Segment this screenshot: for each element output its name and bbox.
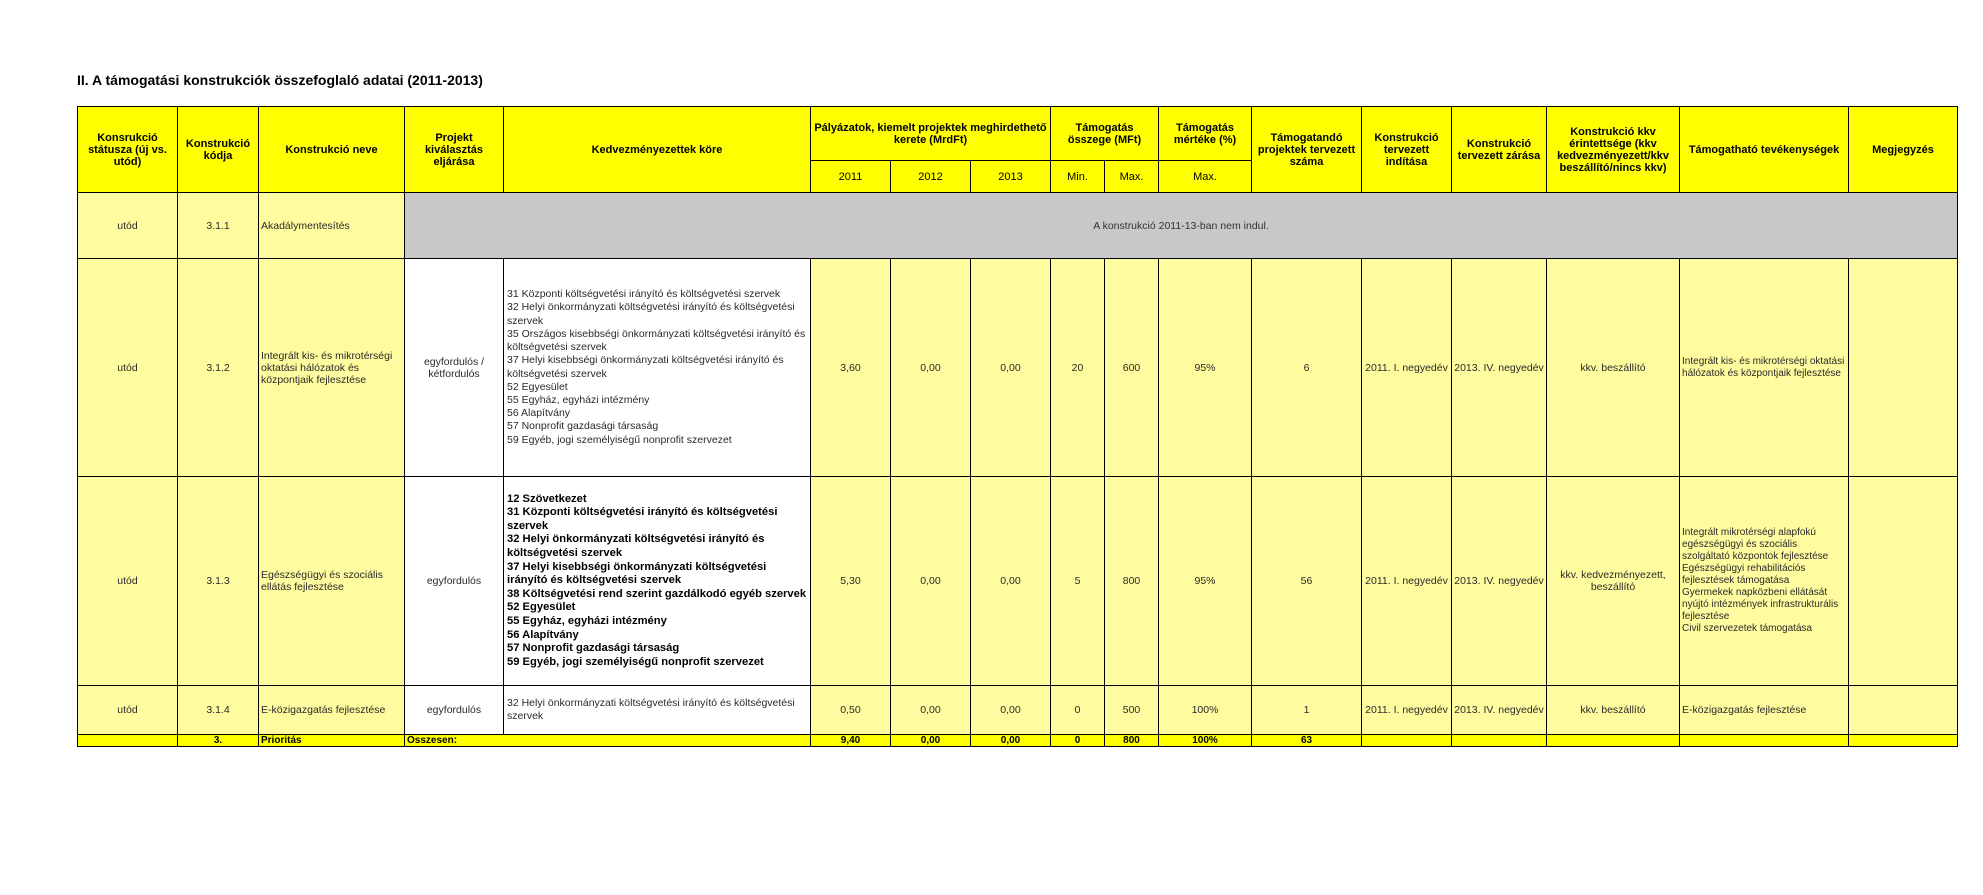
construction-summary-table xyxy=(77,106,1958,747)
cell-beneficiaries xyxy=(504,686,811,735)
cell-end: 2013. IV. negyedév xyxy=(1452,259,1547,477)
cell-max: 600 xyxy=(1105,259,1159,477)
table-row xyxy=(78,193,1958,259)
list-item: 37 Helyi kisebbségi önkormányzati költségvetési irányító és költségvetési szervek xyxy=(507,560,767,587)
header-amount: Támogatás összege (MFt) xyxy=(1051,107,1159,161)
cell-start: 2011. I. negyedév xyxy=(1362,259,1452,477)
cell-min: 20 xyxy=(1051,259,1105,477)
header-year-2011: 2011 xyxy=(811,161,891,193)
total-2012: 0,00 xyxy=(891,735,971,747)
list-item: 55 Egyház, egyházi intézmény xyxy=(507,614,667,627)
header-status: Konsrukció státusza (új vs. utód) xyxy=(78,107,178,193)
cell-code: 3.1.2 xyxy=(178,259,259,477)
cell-projects: 56 xyxy=(1252,477,1362,686)
total-2011: 9,40 xyxy=(811,735,891,747)
header-year-2013: 2013 xyxy=(971,161,1051,193)
cell-sme: kkv. beszállító xyxy=(1547,686,1680,735)
header-year-2012: 2012 xyxy=(891,161,971,193)
cell-end: 2013. IV. negyedév xyxy=(1452,686,1547,735)
cell-sme: kkv. beszállító xyxy=(1547,259,1680,477)
header-beneficiaries: Kedvezményezettek köre xyxy=(504,107,811,193)
total-2013: 0,00 xyxy=(971,735,1051,747)
list-item: 57 Nonprofit gazdasági társaság xyxy=(507,642,680,655)
header-frame: Pályázatok, kiemelt projektek meghirdethető kerete (MrdFt) xyxy=(811,107,1051,161)
cell-merged-note: A konstrukció 2011-13-ban nem indul. xyxy=(405,193,1958,259)
cell-activities: Integrált kis- és mikrotérségi oktatási hálózatok és központjaik fejlesztése xyxy=(1680,259,1849,477)
list-item: 38 Költségvetési rend szerint gazdálkodó egyéb szervek xyxy=(507,587,807,600)
list-item: 31 Központi költségvetési irányító és költségvetési szervek xyxy=(507,506,778,532)
total-priority-label: Prioritás xyxy=(259,735,405,747)
list-item: Gyermekek napközbeni ellátását nyújtó intézmények infrastrukturális fejlesztése xyxy=(1682,587,1839,622)
list-item: Civil szervezetek támogatása xyxy=(1682,623,1813,634)
cell-max: 500 xyxy=(1105,686,1159,735)
list-item: 32 Helyi önkormányzati költségvetési irányító és költségvetési szervek xyxy=(507,533,765,560)
cell-code: 3.1.3 xyxy=(178,477,259,686)
total-status xyxy=(78,735,178,747)
cell-status: utód xyxy=(78,259,178,477)
page-title: II. A támogatási konstrukciók összefoglaló adatai (2011-2013) xyxy=(77,72,483,88)
total-rate: 100% xyxy=(1159,735,1252,747)
header-code: Konstrukció kódja xyxy=(178,107,259,193)
list-item: Integrált mikrotérségi alapfokú egészségügyi és szociális szolgáltató központok fejlesztése xyxy=(1682,527,1829,562)
cell-sme: kkv. kedvezményezett, beszállító xyxy=(1547,477,1680,686)
cell-status: utód xyxy=(78,686,178,735)
list-item: 56 Alapítvány xyxy=(507,407,571,420)
header-rate-max: Max. xyxy=(1159,161,1252,193)
total-sum-label: Összesen: xyxy=(405,735,811,747)
cell-rate: 95% xyxy=(1159,477,1252,686)
list-item: 57 Nonprofit gazdasági társaság xyxy=(507,420,659,433)
total-row xyxy=(78,735,1958,747)
header-min: Min. xyxy=(1051,161,1105,193)
cell-2012: 0,00 xyxy=(891,477,971,686)
total-empty xyxy=(1362,735,1452,747)
cell-max: 800 xyxy=(1105,477,1159,686)
header-start: Konstrukció tervezett indítása xyxy=(1362,107,1452,193)
cell-name: Akadálymentesítés xyxy=(259,193,405,259)
total-empty xyxy=(1547,735,1680,747)
cell-2013: 0,00 xyxy=(971,477,1051,686)
list-item: 56 Alapítvány xyxy=(507,628,579,641)
list-item: Egészségügyi rehabilitációs fejlesztések támogatása xyxy=(1682,563,1806,586)
cell-rate: 95% xyxy=(1159,259,1252,477)
header-note: Megjegyzés xyxy=(1849,107,1958,193)
cell-status: utód xyxy=(78,193,178,259)
list-item: 52 Egyesület xyxy=(507,601,576,614)
cell-min: 0 xyxy=(1051,686,1105,735)
list-item: 35 Országos kisebbségi önkormányzati költségvetési irányító és költségvetési szervek xyxy=(507,327,806,354)
cell-rate: 100% xyxy=(1159,686,1252,735)
header-activities: Támogatható tevékenységek xyxy=(1680,107,1849,193)
cell-2011: 0,50 xyxy=(811,686,891,735)
cell-projects: 1 xyxy=(1252,686,1362,735)
header-selection: Projekt kiválasztás eljárása xyxy=(405,107,504,193)
cell-name: Integrált kis- és mikrotérségi oktatási hálózatok és központjaik fejlesztése xyxy=(259,259,405,477)
header-sme: Konstrukció kkv érintettsége (kkv kedvezményezett/kkv beszállító/nincs kkv) xyxy=(1547,107,1680,193)
list-item: 32 Helyi önkormányzati költségvetési irányító és költségvetési szervek xyxy=(507,696,795,722)
cell-min: 5 xyxy=(1051,477,1105,686)
total-empty xyxy=(1680,735,1849,747)
cell-2013: 0,00 xyxy=(971,259,1051,477)
cell-code: 3.1.4 xyxy=(178,686,259,735)
list-item: 37 Helyi kisebbségi önkormányzati költségvetési irányító és költségvetési szervek xyxy=(507,354,784,380)
header-name: Konstrukció neve xyxy=(259,107,405,193)
list-item: 12 Szövetkezet xyxy=(507,492,587,505)
cell-activities xyxy=(1680,477,1849,686)
cell-name: E-közigazgatás fejlesztése xyxy=(259,686,405,735)
list-item: 59 Egyéb, jogi személyiségű nonprofit szervezet xyxy=(507,433,732,446)
header-projects: Támogatandó projektek tervezett száma xyxy=(1252,107,1362,193)
table-row xyxy=(78,259,1958,477)
total-max: 800 xyxy=(1105,735,1159,747)
total-empty xyxy=(1452,735,1547,747)
total-empty xyxy=(1849,735,1958,747)
cell-selection: egyfordulós xyxy=(405,686,504,735)
cell-projects: 6 xyxy=(1252,259,1362,477)
cell-selection: egyfordulós xyxy=(405,477,504,686)
list-item: 59 Egyéb, jogi személyiségű nonprofit szervezet xyxy=(507,655,764,668)
table-row xyxy=(78,686,1958,735)
cell-note xyxy=(1849,686,1958,735)
list-item: 55 Egyház, egyházi intézmény xyxy=(507,393,650,406)
cell-2012: 0,00 xyxy=(891,259,971,477)
cell-beneficiaries xyxy=(504,477,811,686)
table-row xyxy=(78,477,1958,686)
header-max: Max. xyxy=(1105,161,1159,193)
list-item: 31 Központi költségvetési irányító és költségvetési szervek xyxy=(507,288,781,301)
cell-2012: 0,00 xyxy=(891,686,971,735)
cell-note xyxy=(1849,259,1958,477)
total-min: 0 xyxy=(1051,735,1105,747)
cell-start: 2011. I. negyedév xyxy=(1362,686,1452,735)
cell-activities: E-közigazgatás fejlesztése xyxy=(1680,686,1849,735)
cell-2013: 0,00 xyxy=(971,686,1051,735)
list-item: 52 Egyesület xyxy=(507,380,568,393)
cell-start: 2011. I. negyedév xyxy=(1362,477,1452,686)
cell-code: 3.1.1 xyxy=(178,193,259,259)
cell-beneficiaries xyxy=(504,259,811,477)
cell-status: utód xyxy=(78,477,178,686)
cell-end: 2013. IV. negyedév xyxy=(1452,477,1547,686)
cell-name: Egészségügyi és szociális ellátás fejlesztése xyxy=(259,477,405,686)
cell-2011: 3,60 xyxy=(811,259,891,477)
cell-note xyxy=(1849,477,1958,686)
total-projects: 63 xyxy=(1252,735,1362,747)
header-rate: Támogatás mértéke (%) xyxy=(1159,107,1252,161)
cell-selection: egyfordulós / kétfordulós xyxy=(405,259,504,477)
header-end: Konstrukció tervezett zárása xyxy=(1452,107,1547,193)
list-item: 32 Helyi önkormányzati költségvetési irányító és költségvetési szervek xyxy=(507,301,795,327)
total-code: 3. xyxy=(178,735,259,747)
cell-2011: 5,30 xyxy=(811,477,891,686)
